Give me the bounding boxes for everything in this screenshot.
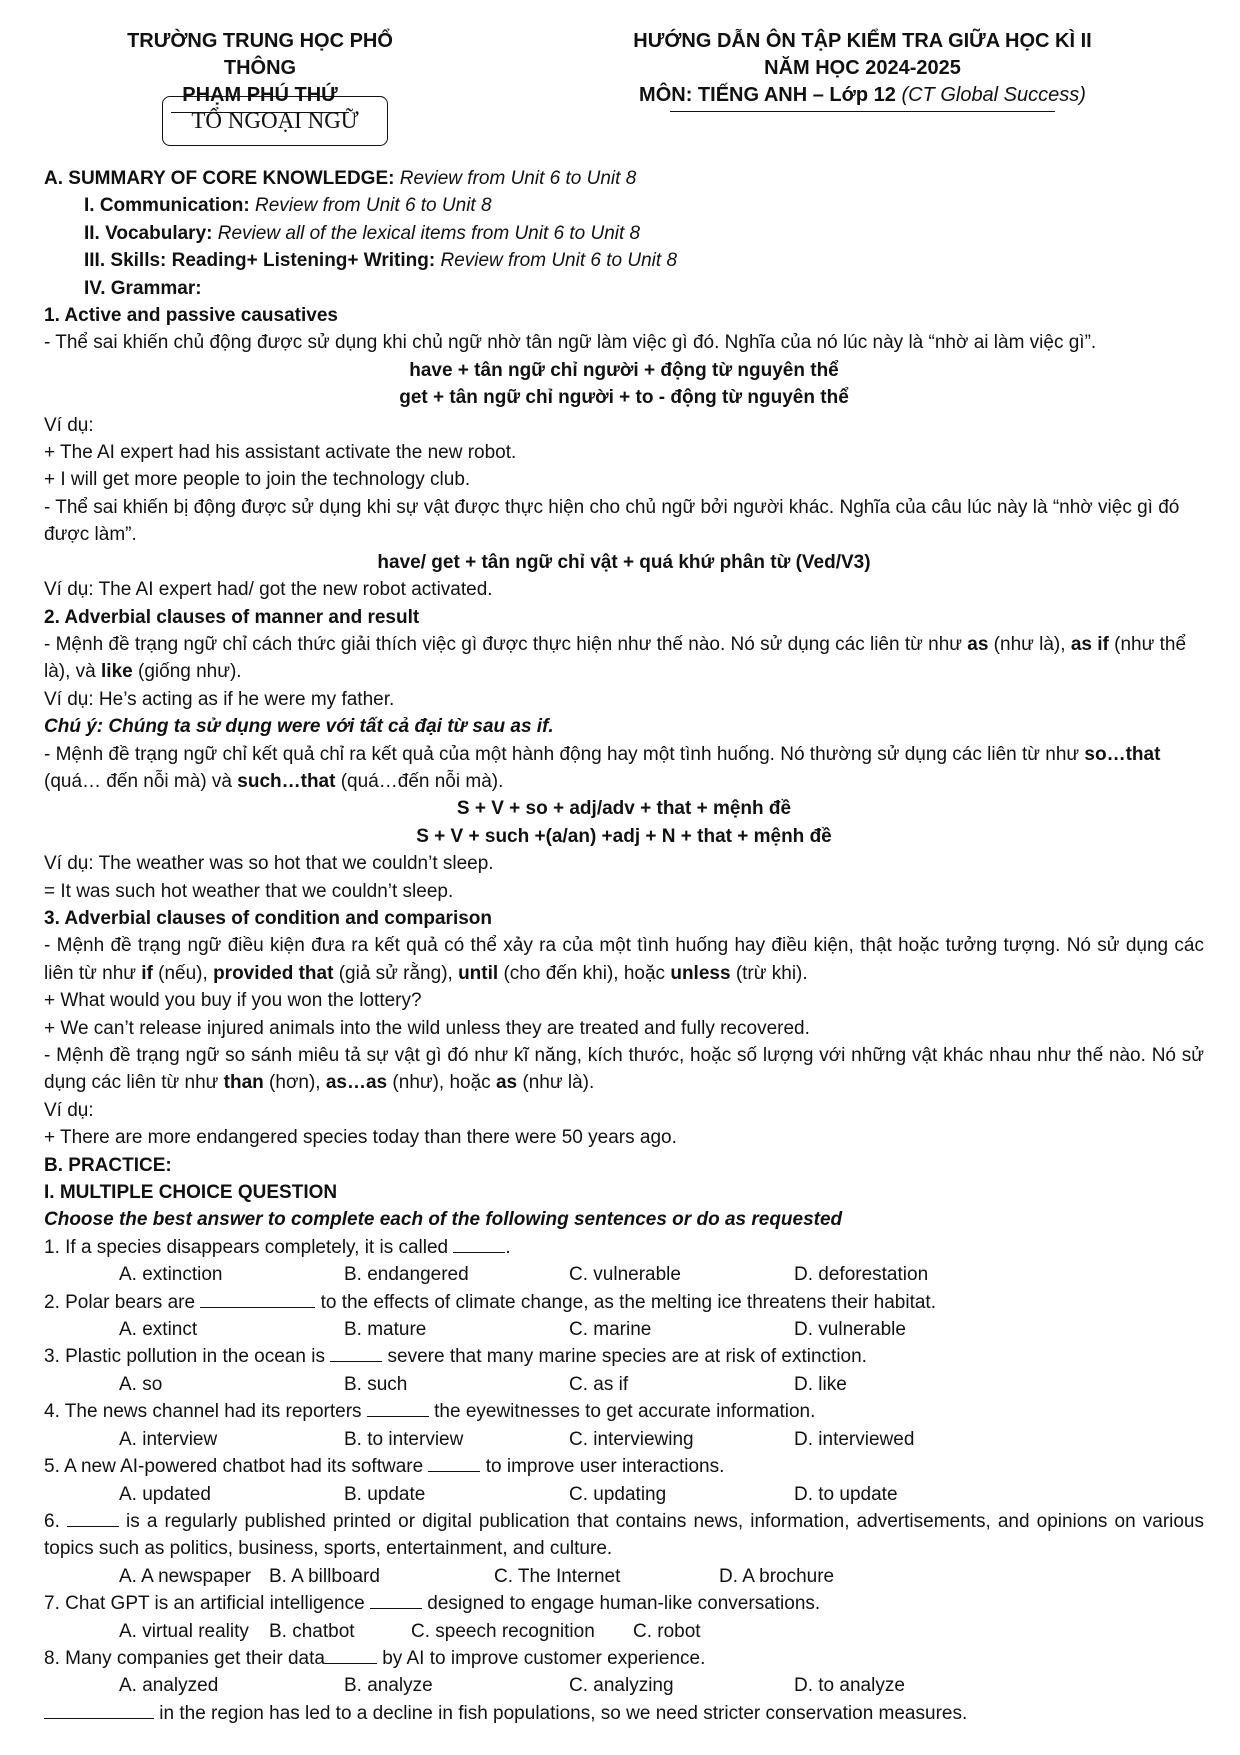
option: B. A billboard — [269, 1565, 380, 1587]
question: 3. Plastic pollution in the ocean is severe that many marine species are at risk of extinction. — [44, 1343, 1204, 1370]
summary-item: III. Skills: Reading+ Listening+ Writing: Review from Unit 6 to Unit 8 — [84, 250, 678, 272]
answer-blank — [367, 1398, 429, 1417]
example: = It was such hot weather that we couldn’t sleep. — [44, 880, 454, 902]
summary-item: II. Vocabulary: Review all of the lexical items from Unit 6 to Unit 8 — [84, 222, 641, 244]
example-label: Ví dụ: — [44, 414, 94, 436]
answer-options — [44, 1316, 1204, 1343]
example: Ví dụ: The weather was so hot that we couldn’t sleep. — [44, 853, 494, 875]
question: in the region has led to a decline in fish populations, so we need stricter conservation measures. — [44, 1700, 1204, 1727]
option: B. endangered — [344, 1264, 469, 1286]
paragraph: - Thể sai khiến bị động được sử dụng khi sự vật được thực hiện cho chủ ngữ bởi người khác. Nghĩa của câu lúc này là “nhờ việc gì đó được làm”. — [44, 496, 1180, 546]
option: C. vulnerable — [569, 1264, 681, 1286]
option: B. chatbot — [269, 1620, 355, 1642]
example: Ví dụ: He’s acting as if he were my father. — [44, 688, 395, 710]
answer-options — [44, 1261, 1204, 1288]
option: C. The Internet — [494, 1565, 621, 1587]
option: D. deforestation — [794, 1264, 929, 1286]
school-year: NĂM HỌC 2024-2025 — [764, 57, 961, 79]
answer-blank — [428, 1453, 480, 1472]
option: A. updated — [119, 1483, 211, 1505]
formula: get + tân ngữ chỉ người + to - động từ nguyên thể — [399, 387, 849, 409]
paragraph: - Thể sai khiến chủ động được sử dụng khi chủ ngữ nhờ tân ngữ làm việc gì đó. Nghĩa của nó lúc này là “nhờ ai làm việc gì”. — [44, 332, 1097, 354]
answer-blank — [370, 1590, 422, 1609]
answer-blank — [325, 1645, 377, 1664]
question: 2. Polar bears are to the effects of climate change, as the melting ice threatens their habitat. — [44, 1289, 1204, 1316]
document-title: HƯỚNG DẪN ÔN TẬP KIỂM TRA GIỮA HỌC KÌ II — [633, 30, 1092, 52]
option: C. robot — [633, 1620, 701, 1642]
question: 1. If a species disappears completely, it is called . — [44, 1234, 1204, 1261]
answer-options — [44, 1672, 1204, 1699]
answer-blank — [453, 1234, 505, 1253]
title-divider — [670, 111, 1055, 112]
formula: have/ get + tân ngữ chỉ vật + quá khứ phân từ (Ved/V3) — [377, 551, 871, 573]
option: D. to update — [794, 1483, 898, 1505]
example: + There are more endangered species today than there were 50 years ago. — [44, 1127, 677, 1149]
grammar-topic-title: 3. Adverbial clauses of condition and comparison — [44, 907, 493, 929]
answer-blank — [44, 1700, 154, 1719]
option: D. to analyze — [794, 1675, 905, 1697]
document-body — [44, 165, 1204, 1727]
option: D. vulnerable — [794, 1319, 906, 1341]
option: B. update — [344, 1483, 426, 1505]
answer-options — [44, 1426, 1204, 1453]
example: + I will get more people to join the technology club. — [44, 469, 471, 491]
answer-blank — [330, 1343, 382, 1362]
paragraph: - Mệnh đề trạng ngữ điều kiện đưa ra kết quả có thể xảy ra của một tình huống hay điều kiện, thật hoặc tưởng tượng. Nó sử dụng các liên từ như if (nếu), provided that (giả sử rằng), until (cho đến khi), hoặc unless (trừ khi). — [44, 935, 1204, 984]
example: + We can’t release injured animals into the wild unless they are treated and fully recovered. — [44, 1017, 810, 1039]
formula: have + tân ngữ chỉ người + động từ nguyên thể — [409, 359, 839, 381]
grammar-topic-title: 2. Adverbial clauses of manner and result — [44, 606, 420, 628]
question: 5. A new AI-powered chatbot had its software to improve user interactions. — [44, 1453, 1204, 1480]
example: + What would you buy if you won the lottery? — [44, 990, 422, 1012]
question: 7. Chat GPT is an artificial intelligence designed to engage human-like conversations. — [44, 1590, 1204, 1617]
answer-options — [44, 1563, 1204, 1590]
option: B. analyze — [344, 1675, 433, 1697]
summary-item: IV. Grammar: — [84, 277, 202, 299]
answer-options — [44, 1371, 1204, 1398]
instruction: Choose the best answer to complete each of the following sentences or do as requested — [44, 1209, 843, 1231]
option: A. analyzed — [119, 1675, 219, 1697]
paragraph: - Mệnh đề trạng ngữ chỉ kết quả chỉ ra kết quả của một hành động hay một tình huống. Nó thường sử dụng các liên từ như so…that (quá… đến nỗi mà) và such…that (quá…đến nỗi mà). — [44, 743, 1161, 792]
grammar-topic-title: 1. Active and passive causatives — [44, 305, 338, 327]
school-name-line2: PHẠM PHÚ THỨ — [182, 84, 338, 106]
option: A. virtual reality — [119, 1620, 249, 1642]
option: A. so — [119, 1373, 163, 1395]
document-title-block — [560, 28, 1165, 112]
option: C. marine — [569, 1319, 652, 1341]
subject-line — [560, 82, 1165, 109]
summary-item: I. Communication: Review from Unit 6 to Unit 8 — [84, 195, 492, 217]
option: A. extinction — [119, 1264, 223, 1286]
answer-options — [44, 1481, 1204, 1508]
option: C. analyzing — [569, 1675, 674, 1697]
option: B. such — [344, 1373, 408, 1395]
paragraph: - Mệnh đề trạng ngữ chỉ cách thức giải thích việc gì được thực hiện như thế nào. Nó sử dụng các liên từ như as (như là), as if (như thể là), và like (giống như). — [44, 633, 1187, 683]
formula: S + V + so + adj/adv + that + mệnh đề — [456, 798, 792, 820]
answer-options — [44, 1618, 1204, 1645]
question: 4. The news channel had its reporters the eyewitnesses to get accurate information. — [44, 1398, 1204, 1425]
option: A. extinct — [119, 1319, 198, 1341]
formula: S + V + such +(a/an) +adj + N + that + mệnh đề — [416, 825, 832, 847]
section-b-subheading: I. MULTIPLE CHOICE QUESTION — [44, 1182, 338, 1204]
answer-blank — [67, 1508, 119, 1527]
option: B. mature — [344, 1319, 427, 1341]
option: B. to interview — [344, 1428, 464, 1450]
option: D. A brochure — [719, 1565, 835, 1587]
example: + The AI expert had his assistant activate the new robot. — [44, 442, 517, 464]
answer-blank — [200, 1289, 315, 1308]
section-b-heading: B. PRACTICE: — [44, 1154, 172, 1176]
note: Chú ý: Chúng ta sử dụng were với tất cả đại từ sau as if. — [44, 716, 554, 738]
paragraph: - Mệnh đề trạng ngữ so sánh miêu tả sự vật gì đó như kĩ năng, kích thước, hoặc số lượng với những vật khác nhau như thế nào. Nó sử dụng các liên từ như than (hơn), as…as (như), hoặc as (như là). — [44, 1045, 1204, 1094]
option: A. interview — [119, 1428, 218, 1450]
option: C. as if — [569, 1373, 629, 1395]
department-box: TỔ NGOẠI NGỮ — [162, 96, 388, 146]
option: C. updating — [569, 1483, 667, 1505]
subject-name: MÔN: TIẾNG ANH – Lớp 12 — [639, 84, 896, 106]
option: D. interviewed — [794, 1428, 915, 1450]
question: 6. is a regularly published printed or digital publication that contains news, information, advertisements, and opinions on various topics such as politics, business, sports, entertainment, and culture. — [44, 1508, 1204, 1563]
example: Ví dụ: The AI expert had/ got the new robot activated. — [44, 579, 493, 601]
school-name-line1: TRƯỜNG TRUNG HỌC PHỔ THÔNG — [127, 30, 393, 79]
option: C. speech recognition — [411, 1620, 595, 1642]
subject-curriculum: (CT Global Success) — [901, 84, 1086, 106]
option: A. A newspaper — [119, 1565, 252, 1587]
question: 8. Many companies get their data by AI to improve customer experience. — [44, 1645, 1204, 1672]
option: C. interviewing — [569, 1428, 694, 1450]
section-a-heading: A. SUMMARY OF CORE KNOWLEDGE: Review from Unit 6 to Unit 8 — [44, 168, 637, 189]
option: D. like — [794, 1373, 847, 1395]
example-label: Ví dụ: — [44, 1099, 94, 1121]
